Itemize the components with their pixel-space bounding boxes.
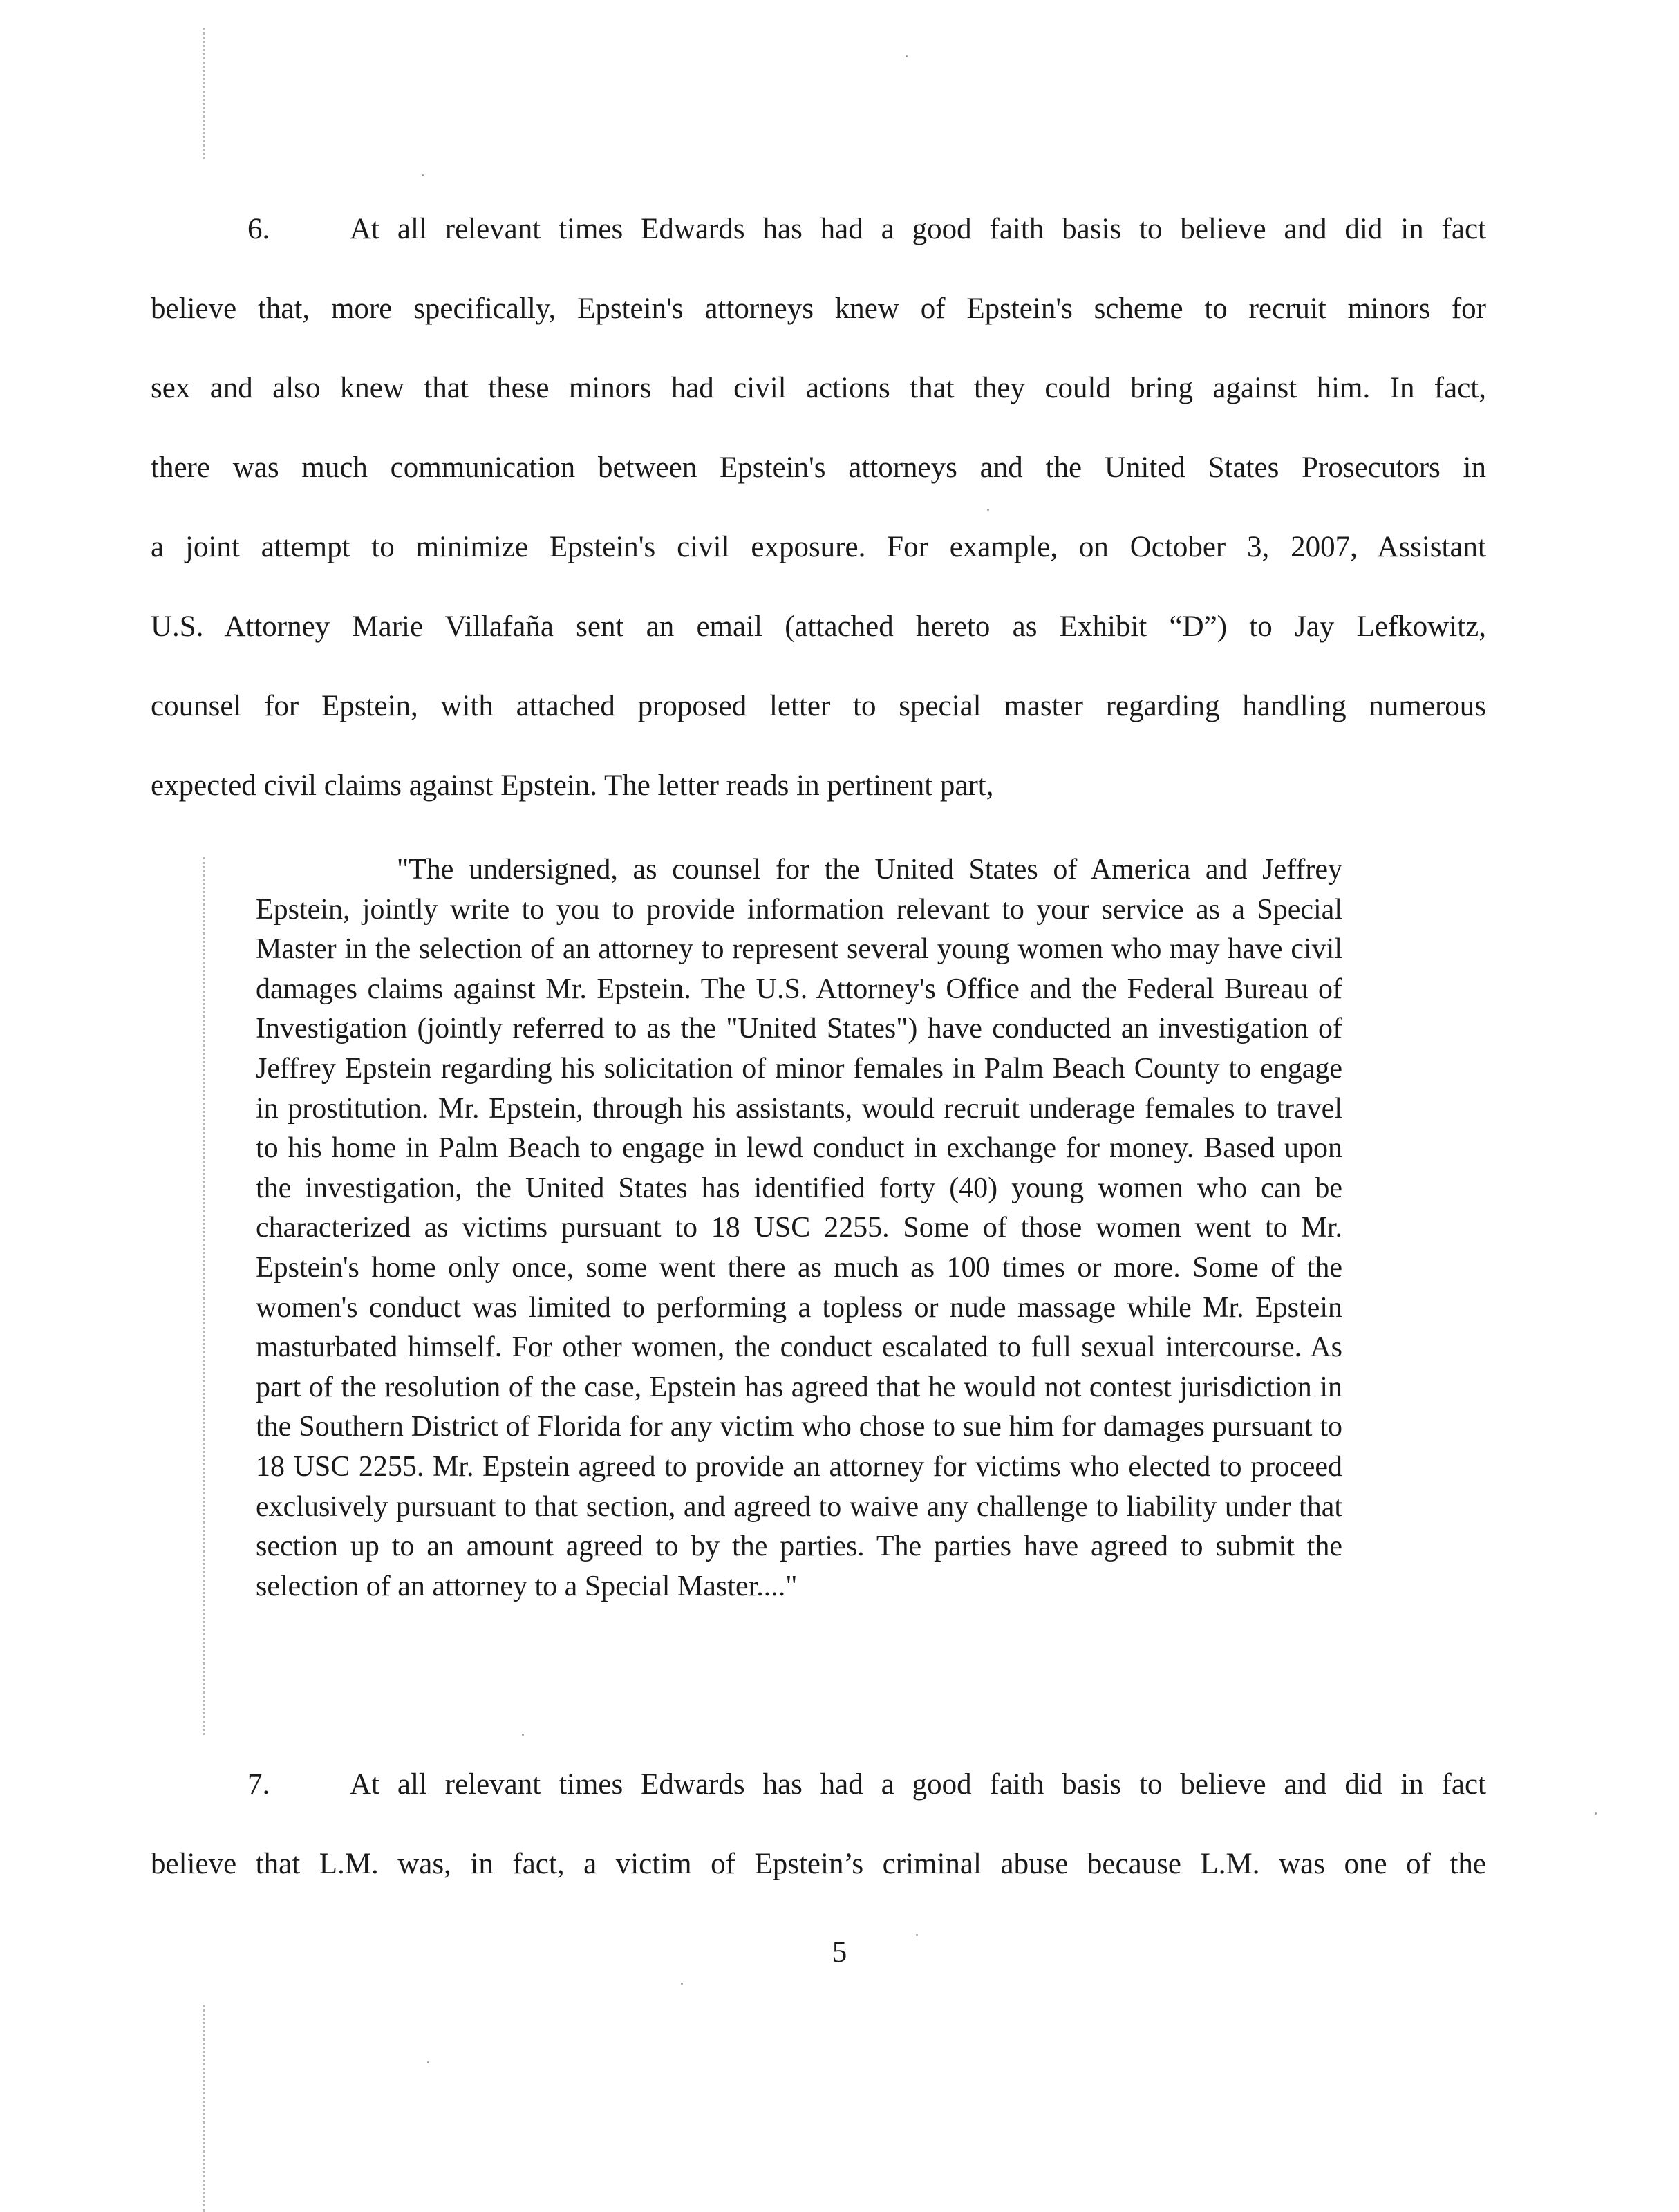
paragraph-7-number: 7. — [247, 1768, 270, 1801]
paragraph-6-line-5: a joint attempt to minimize Epstein's civil exposure. For example, on October 3, 2007, Assistant — [151, 531, 1486, 563]
paragraph-7-line-1 — [151, 1767, 1486, 1803]
paragraph-6-line-6: U.S. Attorney Marie Villafaña sent an email (attached hereto as Exhibit “D”) to Jay Lefkowitz, — [151, 610, 1486, 643]
paragraph-6-line-7: counsel for Epstein, with attached proposed letter to special master regarding handling numerous — [151, 690, 1486, 722]
scan-speck — [906, 55, 908, 57]
scan-speck — [427, 2061, 429, 2063]
paragraph-6-number: 6. — [247, 213, 270, 245]
scan-margin-artifact — [203, 2005, 207, 2212]
paragraph-6-line-8: expected civil claims against Epstein. The letter reads in pertinent part, — [151, 769, 994, 802]
scan-margin-artifact — [203, 28, 207, 159]
page-number: 5 — [832, 1936, 847, 1969]
scan-speck — [987, 509, 989, 511]
paragraph-6-text: At all relevant times Edwards has had a good faith basis to believe and did in fact — [350, 213, 1486, 245]
scan-speck — [681, 1983, 683, 1985]
paragraph-6-line-3: sex and also knew that these minors had civil actions that they could bring against him. In fact, — [151, 372, 1486, 404]
scan-speck — [422, 174, 424, 176]
paragraph-7-text: At all relevant times Edwards has had a good faith basis to believe and did in fact — [350, 1768, 1486, 1801]
block-quote: "The undersigned, as counsel for the United States of America and Jeffrey Epstein, jointly write to you to provide information relevant to your service as a Special Master in the selection of an attorney to represent several young women who may have civil damages claims against Mr. Epstein. The U.S. Attorney's Office and the Federal Bureau of Investigation (jointly referred to as the "United States") have conducted an investigation of Jeffrey Epstein regarding his solicitation of minor females in Palm Beach County to engage in prostitution. Mr. Epstein, through his assistants, would recruit underage females to travel to his home in Palm Beach to engage in lewd conduct in exchange for money. Based upon the investigation, the United States has identified forty (40) young women who can be characterized as victims pursuant to 18 USC 2255. Some of those women went to Mr. Epstein's home only once, some went there as much as 100 times or more. Some of the women's conduct was limited to performing a topless or nude massage while Mr. Epstein masturbated himself. For other women, the conduct escalated to full sexual intercourse. As part of the resolution of the case, Epstein has agreed that he would not contest jurisdiction in the Southern District of Florida for any victim who chose to sue him for damages pursuant to 18 USC 2255. Mr. Epstein agreed to provide an attorney for victims who elected to proceed exclusively pursuant to that section, and agreed to waive any challenge to liability under that section up to an amount agreed to by the parties. The parties have agreed to submit the selection of an attorney to a Special Master...." — [256, 854, 1342, 1602]
paragraph-6-line-4: there was much communication between Epstein's attorneys and the United States Prosecutors in — [151, 451, 1486, 484]
paragraph-6-line-1 — [151, 212, 1486, 247]
paragraph-7-line-2: believe that L.M. was, in fact, a victim of Epstein’s criminal abuse because L.M. was one of the — [151, 1848, 1486, 1880]
scan-speck — [1595, 1812, 1597, 1815]
scan-margin-artifact — [203, 857, 207, 1735]
paragraph-6-line-2: believe that, more specifically, Epstein's attorneys knew of Epstein's scheme to recruit minors for — [151, 292, 1486, 325]
scan-speck — [522, 1734, 524, 1736]
